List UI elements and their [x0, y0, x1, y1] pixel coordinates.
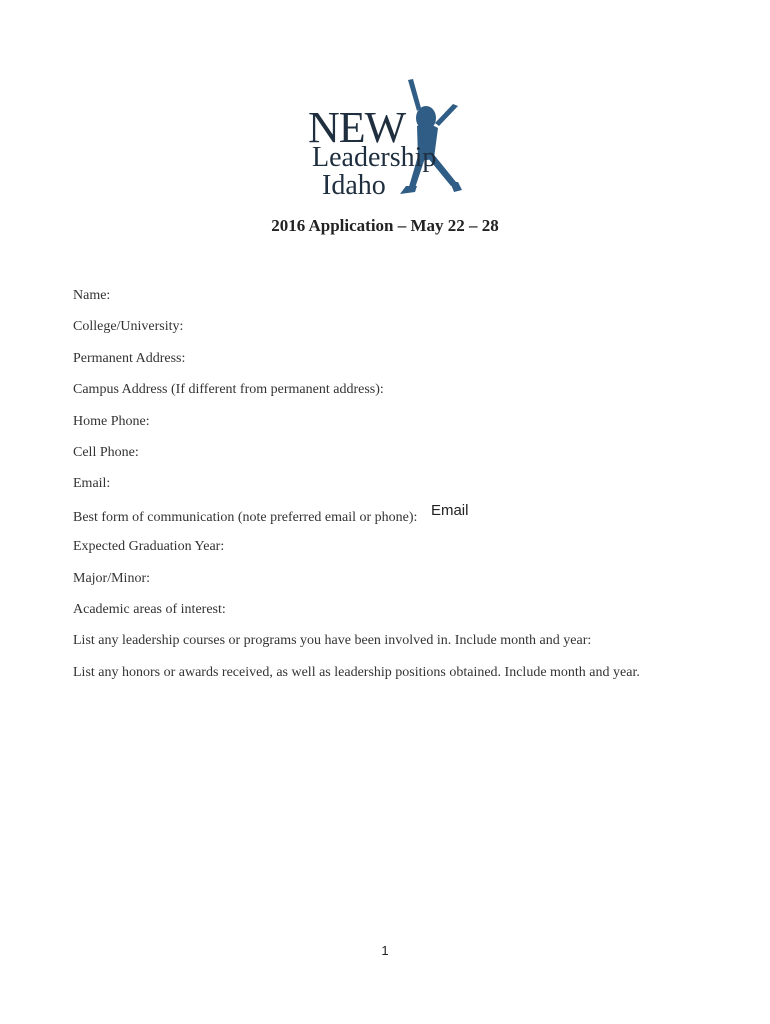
field-label: Expected Graduation Year:	[73, 539, 225, 555]
field-home-phone	[73, 414, 713, 445]
logo-new-text: NEW	[308, 103, 406, 152]
field-leadership-courses	[73, 633, 713, 664]
field-graduation-year	[73, 539, 713, 570]
field-label: Name:	[73, 288, 111, 303]
field-label: College/University:	[73, 319, 184, 335]
field-honors-awards	[73, 665, 713, 696]
field-label: Permanent Address:	[73, 350, 186, 366]
field-label: Major/Minor:	[73, 570, 150, 586]
field-label: Home Phone:	[73, 413, 150, 429]
field-major-minor	[73, 571, 713, 602]
logo-leadership-text: Leadership	[312, 142, 437, 173]
page-number: 1	[381, 943, 389, 958]
field-label: Campus Address (If different from permanent address):	[73, 382, 384, 398]
field-label: List any leadership courses or programs you have been involved in. Include month and year:	[73, 633, 592, 649]
field-value-best-communication[interactable]: Email	[430, 501, 469, 519]
field-academic-interests	[73, 602, 713, 633]
field-campus-address	[73, 382, 713, 413]
field-label: Cell Phone:	[73, 444, 139, 460]
page-title: 2016 Application – May 22 – 28	[271, 216, 499, 235]
field-name	[73, 288, 713, 319]
field-label: Email:	[73, 476, 111, 492]
field-email	[73, 476, 713, 507]
field-college	[73, 319, 713, 350]
field-permanent-address	[73, 351, 713, 382]
field-label: List any honors or awards received, as well as leadership positions obtained. Include month and year.	[73, 664, 640, 680]
field-cell-phone	[73, 445, 713, 476]
field-label: Best form of communication (note preferred email or phone):	[73, 509, 418, 525]
application-form	[73, 288, 713, 696]
logo-idaho-text: Idaho	[322, 170, 386, 201]
field-label: Academic areas of interest:	[73, 601, 226, 617]
field-best-communication	[73, 501, 713, 539]
logo	[300, 78, 470, 204]
